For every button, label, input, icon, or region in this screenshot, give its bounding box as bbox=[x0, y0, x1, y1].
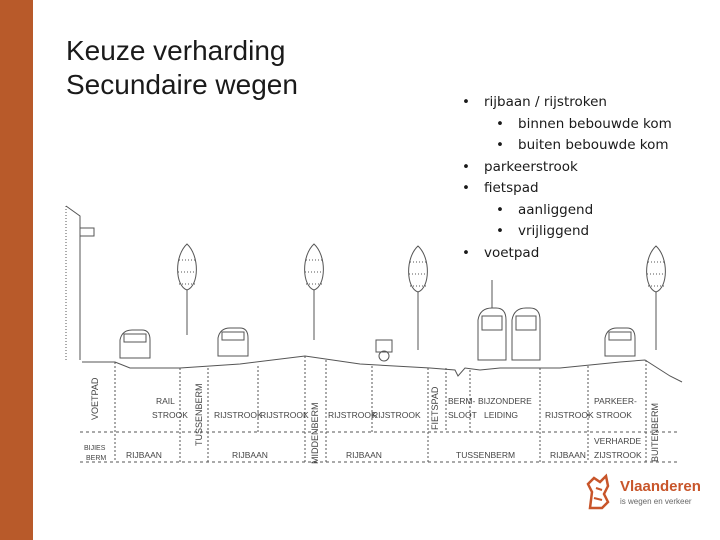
label-buitenberm: BUITENBERM bbox=[650, 402, 660, 462]
car-icon bbox=[605, 328, 635, 356]
tram-icon bbox=[478, 280, 506, 360]
label-parkeer-1: PARKEER- bbox=[594, 396, 637, 406]
tram-icon bbox=[512, 308, 540, 360]
label-middenberm: MIDDENBERM bbox=[310, 402, 320, 464]
label-rijstrook-4: RIJSTROOK bbox=[372, 410, 421, 420]
label-bermsloot-2: SLOOT bbox=[448, 410, 477, 420]
label-rijstrook-3: RIJSTROOK bbox=[328, 410, 377, 420]
road-cross-section-diagram bbox=[60, 200, 690, 470]
car-icon bbox=[218, 328, 248, 356]
label-parkeer-2: STROOK bbox=[596, 410, 632, 420]
left-accent-bar bbox=[0, 0, 33, 540]
label-rijstrook-2: RIJSTROOK bbox=[260, 410, 309, 420]
bullet-vrijliggend: • vrijliggend bbox=[496, 223, 590, 239]
bullet-voetpad: • voetpad bbox=[462, 244, 540, 261]
label-verharde-1: VERHARDE bbox=[594, 436, 642, 446]
label-tussenberm-row: TUSSENBERM bbox=[456, 450, 516, 460]
logo-tagline: is wegen en verkeer bbox=[620, 497, 692, 506]
label-bijzondere-2: LEIDING bbox=[484, 410, 519, 420]
bullet-fietspad: • fietspad • aanliggend • vrijliggend bbox=[462, 178, 672, 243]
label-fietspad: FIETSPAD bbox=[430, 386, 440, 430]
lion-icon bbox=[582, 472, 616, 512]
label-bijies-1: BIJIES bbox=[84, 445, 106, 452]
label-tussenberm-vertical: TUSSENBERM bbox=[194, 383, 204, 446]
label-rijbaan-3: RIJBAAN bbox=[346, 450, 382, 460]
tree-icon bbox=[647, 246, 666, 350]
sub-bullets-rijbaan bbox=[462, 114, 672, 157]
title-line-1: Keuze verharding bbox=[66, 35, 286, 66]
vlaanderen-logo bbox=[582, 470, 702, 514]
label-rijstrook-5: RIJSTROOK bbox=[545, 410, 594, 420]
bullet-rijbaan: • rijbaan / rijstroken • binnen bebouwde kom • buiten bebouwde kom bbox=[462, 92, 672, 157]
slide-title bbox=[66, 34, 298, 102]
title-line-2: Secundaire wegen bbox=[66, 69, 298, 100]
label-verharde-2: ZIJSTROOK bbox=[594, 450, 642, 460]
bullet-binnen: • binnen bebouwde kom bbox=[496, 115, 672, 132]
label-strook: STROOK bbox=[152, 410, 188, 420]
tree-icon bbox=[409, 246, 428, 350]
car-icon bbox=[120, 330, 150, 358]
label-rijbaan-4: RIJBAAN bbox=[550, 450, 586, 460]
label-rail: RAIL bbox=[156, 396, 175, 406]
bullet-buiten: • buiten bebouwde kom bbox=[496, 137, 669, 153]
tree-icon bbox=[178, 244, 197, 335]
bullet-parkeer: • parkeerstrook bbox=[462, 158, 578, 175]
label-bijies-2: BERM bbox=[86, 455, 107, 462]
tree-icon bbox=[305, 244, 324, 340]
label-bijzondere-1: BIJZONDERE bbox=[478, 396, 532, 406]
label-rijbaan-1: RIJBAAN bbox=[126, 450, 162, 460]
label-voetpad: VOETPAD bbox=[90, 377, 100, 420]
label-rijstrook-1: RIJSTROOK bbox=[214, 410, 263, 420]
label-bermsloot-1: BERM- bbox=[448, 396, 476, 406]
bullet-aanliggend: • aanliggend bbox=[496, 201, 594, 218]
label-rijbaan-2: RIJBAAN bbox=[232, 450, 268, 460]
bicycle-icon bbox=[376, 340, 392, 361]
logo-name: Vlaanderen bbox=[620, 478, 701, 495]
